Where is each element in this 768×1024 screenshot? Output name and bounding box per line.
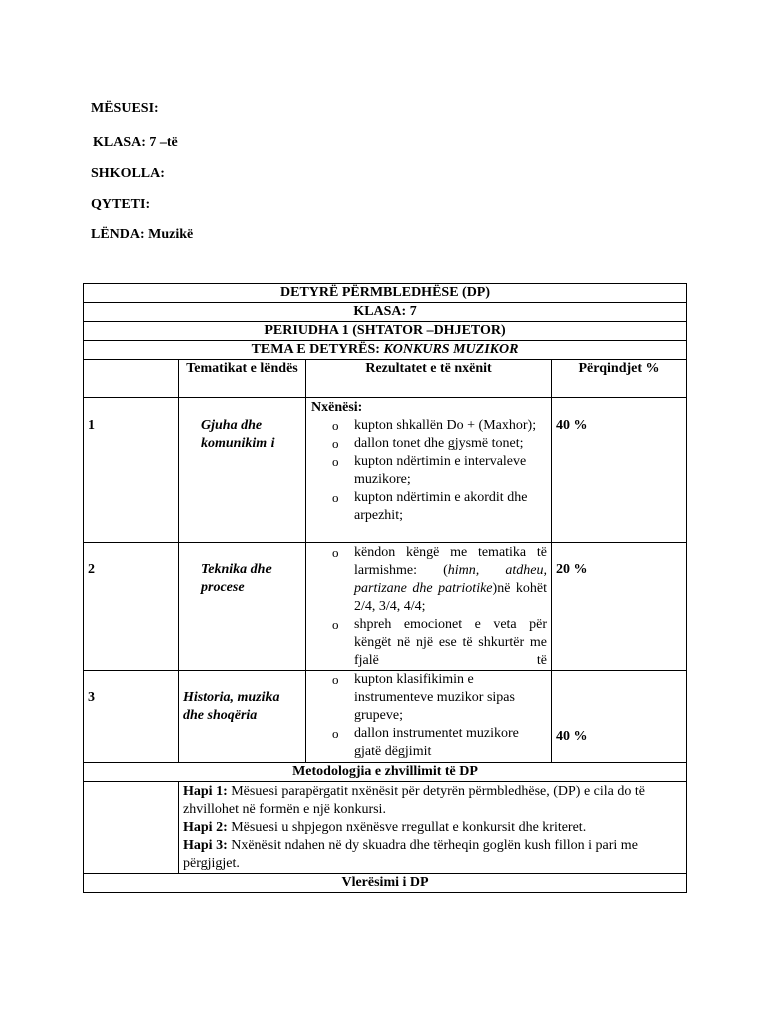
- table-class: KLASA: 7: [84, 303, 687, 322]
- step-item: Hapi 3: Nxënësit ndahen në dy skuadra dhe tërheqin goglën kush fillon i pari me përgjigjet.: [183, 838, 638, 871]
- school-label: SHKOLLA:: [91, 166, 165, 181]
- methodology-heading: Metodologjia e zhvillimit të DP: [84, 763, 687, 782]
- column-header-percent: Përqindjet %: [552, 360, 687, 398]
- row-topic: Historia, muzika dhe shoqëria: [179, 671, 306, 763]
- bullet-icon: o: [332, 418, 339, 433]
- row-results: [306, 671, 552, 763]
- row-results: [306, 543, 552, 671]
- column-header-number: [84, 360, 179, 398]
- row-results: [306, 398, 552, 543]
- bullet-icon: o: [332, 436, 339, 451]
- bullet-icon: o: [332, 617, 339, 632]
- subject-value: Muzikë: [148, 227, 194, 242]
- column-header-results: Rezultatet e të nxënit: [306, 360, 552, 398]
- row-percent: 20 %: [552, 543, 687, 671]
- theme-value: KONKURS MUZIKOR: [383, 342, 519, 357]
- list-item: o këndon këngë me tematika të larmishme: (himn, atdheu, partizane dhe patriotike)në kohët 2/4, 3/4, 4/4;: [332, 545, 548, 614]
- bullet-icon: o: [332, 454, 339, 469]
- list-item: o dallon tonet dhe gjysmë tonet;: [332, 436, 524, 451]
- class-label: KLASA: 7 –të: [93, 135, 178, 150]
- row-number: 1: [84, 398, 179, 543]
- row-topic: Gjuha dhe komunikim i: [179, 398, 306, 543]
- table-row: [84, 671, 687, 763]
- teacher-label: MËSUESI:: [91, 101, 159, 116]
- list-item: o kupton shkallën Do + (Maxhor);: [332, 418, 537, 433]
- list-item: o kupton ndërtimin e akordit dhe arpezhit;: [332, 490, 528, 523]
- city-label: QYTETI:: [91, 197, 151, 212]
- summary-task-table: [83, 283, 687, 893]
- row-number: 3: [84, 671, 179, 763]
- list-item: o shpreh emocionet e veta për këngët në një ese të shkurtër me fjalë të: [332, 617, 547, 668]
- row-topic: Teknika dhe procese: [179, 543, 306, 671]
- evaluation-heading: Vlerësimi i DP: [84, 874, 687, 893]
- results-list: [310, 417, 547, 525]
- row-number: 2: [84, 543, 179, 671]
- list-item: o kupton klasifikimin e instrumenteve muzikor sipas grupeve;: [332, 672, 515, 723]
- steps-empty-cell: [84, 782, 179, 874]
- steps-cell: [179, 782, 687, 874]
- table-row: [84, 543, 687, 671]
- bullet-icon: o: [332, 672, 339, 687]
- row-percent: 40 %: [552, 671, 687, 763]
- table-title: DETYRË PËRMBLEDHËSE (DP): [84, 284, 687, 303]
- results-list: [310, 671, 547, 761]
- table-period: PERIUDHA 1 (SHTATOR –DHJETOR): [84, 322, 687, 341]
- column-header-topics: Tematikat e lëndës: [179, 360, 306, 398]
- list-item: o kupton ndërtimin e intervaleve muzikore;: [332, 454, 527, 487]
- subject-line: [91, 226, 193, 244]
- bullet-icon: o: [332, 490, 339, 505]
- table-row: [84, 398, 687, 543]
- step-item: Hapi 2: Mësuesi u shpjegon nxënësve rregullat e konkursit dhe kriteret.: [183, 820, 587, 835]
- subject-label: LËNDA:: [91, 227, 145, 242]
- results-intro: Nxënësi:: [311, 400, 363, 415]
- results-list: [310, 544, 547, 670]
- bullet-icon: o: [332, 726, 339, 741]
- bullet-icon: o: [332, 545, 339, 560]
- step-item: Hapi 1: Mësuesi parapërgatit nxënësit për detyrën përmbledhëse, (DP) e cila do të zhvillohet në formën e një konkursi.: [183, 784, 645, 817]
- row-percent: 40 %: [552, 398, 687, 543]
- table-theme: [84, 341, 687, 360]
- list-item: o dallon instrumentet muzikore gjatë dëgjimit: [332, 726, 519, 759]
- theme-label: TEMA E DETYRËS:: [251, 342, 380, 357]
